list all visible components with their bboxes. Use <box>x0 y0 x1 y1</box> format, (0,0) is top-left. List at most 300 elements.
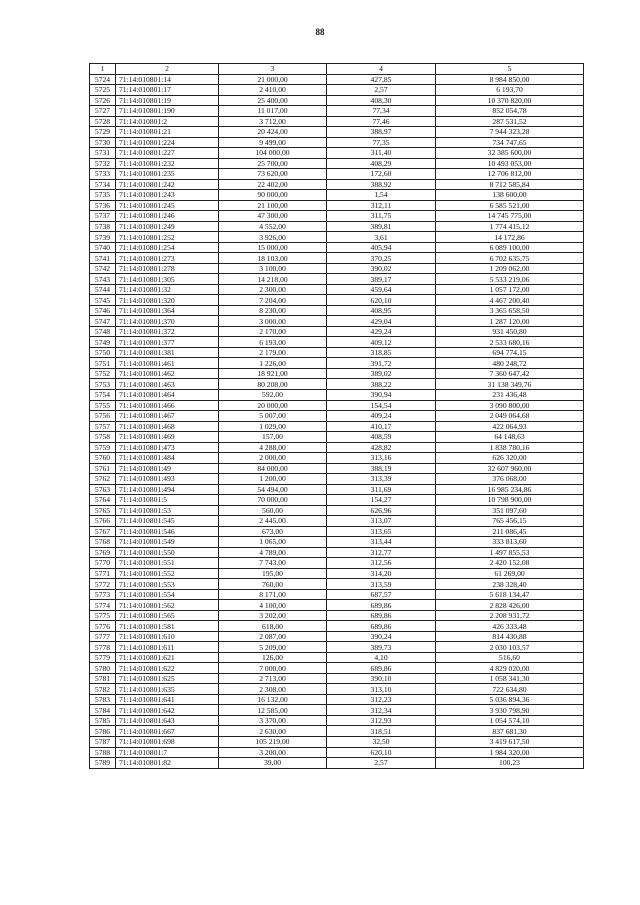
cadastral-number-cell: 71:14:010801:190 <box>116 106 219 117</box>
rate-cell: 312,93 <box>327 715 436 726</box>
table-row <box>90 274 584 285</box>
table-row <box>90 652 584 663</box>
cadastral-number-cell: 71:14:010801:643 <box>116 715 219 726</box>
row-number-cell: 5776 <box>90 621 116 632</box>
cadastral-number-cell: 71:14:010801:370 <box>116 316 219 327</box>
row-number-cell: 5787 <box>90 737 116 748</box>
table-row <box>90 442 584 453</box>
rate-cell: 429,04 <box>327 316 436 327</box>
row-number-cell: 5764 <box>90 495 116 506</box>
table-row <box>90 85 584 96</box>
cadastral-number-cell: 71:14:010801:320 <box>116 295 219 306</box>
table-row <box>90 526 584 537</box>
area-cell: 1 065,00 <box>219 537 327 548</box>
rate-cell: 388,97 <box>327 127 436 138</box>
table-row <box>90 537 584 548</box>
value-cell: 4 467 200,40 <box>436 295 584 306</box>
table-row <box>90 747 584 758</box>
table-row <box>90 221 584 232</box>
row-number-cell: 5744 <box>90 284 116 295</box>
rate-cell: 689,86 <box>327 621 436 632</box>
value-cell: 5 618 134,47 <box>436 589 584 600</box>
area-cell: 21 000,00 <box>219 74 327 85</box>
area-cell: 90 000,00 <box>219 190 327 201</box>
rate-cell: 2,57 <box>327 758 436 769</box>
value-cell: 10 493 053,00 <box>436 158 584 169</box>
value-cell: 32 385 600,00 <box>436 148 584 159</box>
rate-cell: 428,82 <box>327 442 436 453</box>
cadastral-number-cell: 71:14:010801:466 <box>116 400 219 411</box>
area-cell: 2 170,00 <box>219 326 327 337</box>
row-number-cell: 5788 <box>90 747 116 758</box>
cadastral-number-cell: 71:14:010801:625 <box>116 673 219 684</box>
table-row <box>90 158 584 169</box>
cadastral-number-cell: 71:14:010801:546 <box>116 526 219 537</box>
table-row <box>90 211 584 222</box>
cadastral-number-cell: 71:14:010801:246 <box>116 211 219 222</box>
row-number-cell: 5767 <box>90 526 116 537</box>
row-number-cell: 5727 <box>90 106 116 117</box>
area-cell: 15 000,00 <box>219 242 327 253</box>
area-cell: 2 630,00 <box>219 726 327 737</box>
row-number-cell: 5781 <box>90 673 116 684</box>
rate-cell: 388,19 <box>327 463 436 474</box>
area-cell: 22 402,00 <box>219 179 327 190</box>
table-row <box>90 411 584 422</box>
rate-cell: 318,51 <box>327 726 436 737</box>
area-cell: 157,00 <box>219 432 327 443</box>
row-number-cell: 5766 <box>90 516 116 527</box>
table-row <box>90 358 584 369</box>
rate-cell: 312,34 <box>327 705 436 716</box>
area-cell: 7 204,00 <box>219 295 327 306</box>
cadastral-number-cell: 71:14:010801:278 <box>116 263 219 274</box>
row-number-cell: 5759 <box>90 442 116 453</box>
table-row <box>90 421 584 432</box>
rate-cell: 429,24 <box>327 326 436 337</box>
value-cell: 765 456,15 <box>436 516 584 527</box>
cadastral-number-cell: 71:14:010801:462 <box>116 368 219 379</box>
area-cell: 84 000,00 <box>219 463 327 474</box>
row-number-cell: 5784 <box>90 705 116 716</box>
area-cell: 1 029,00 <box>219 421 327 432</box>
table-row <box>90 305 584 316</box>
table-row <box>90 389 584 400</box>
row-number-cell: 5734 <box>90 179 116 190</box>
table-row <box>90 705 584 716</box>
row-number-cell: 5780 <box>90 663 116 674</box>
area-cell: 5 007,00 <box>219 411 327 422</box>
area-cell: 18 103,00 <box>219 253 327 264</box>
value-cell: 138 600,00 <box>436 190 584 201</box>
cadastral-number-cell: 71:14:010801:698 <box>116 737 219 748</box>
column-header-3: 3 <box>219 64 327 75</box>
value-cell: 1 054 574,10 <box>436 715 584 726</box>
area-cell: 126,00 <box>219 652 327 663</box>
row-number-cell: 5745 <box>90 295 116 306</box>
cadastral-number-cell: 71:14:010801:273 <box>116 253 219 264</box>
value-cell: 626 320,00 <box>436 453 584 464</box>
value-cell: 5 533 219,06 <box>436 274 584 285</box>
row-number-cell: 5772 <box>90 579 116 590</box>
row-number-cell: 5732 <box>90 158 116 169</box>
rate-cell: 390,10 <box>327 673 436 684</box>
row-number-cell: 5746 <box>90 305 116 316</box>
row-number-cell: 5747 <box>90 316 116 327</box>
cadastral-number-cell: 71:14:010801:562 <box>116 600 219 611</box>
row-number-cell: 5749 <box>90 337 116 348</box>
value-cell: 2 828 426,00 <box>436 600 584 611</box>
table-row <box>90 95 584 106</box>
cadastral-number-cell: 71:14:010801:49 <box>116 463 219 474</box>
row-number-cell: 5769 <box>90 547 116 558</box>
table-row <box>90 474 584 485</box>
rate-cell: 427,85 <box>327 74 436 85</box>
area-cell: 3 200,00 <box>219 747 327 758</box>
value-cell: 2 030 103,57 <box>436 642 584 653</box>
table-row <box>90 715 584 726</box>
rate-cell: 313,16 <box>327 453 436 464</box>
value-cell: 2 049 064,68 <box>436 411 584 422</box>
area-cell: 2 179,00 <box>219 347 327 358</box>
cadastral-number-cell: 71:14:010801:554 <box>116 589 219 600</box>
rate-cell: 389,17 <box>327 274 436 285</box>
value-cell: 516,60 <box>436 652 584 663</box>
value-cell: 1 984 320,00 <box>436 747 584 758</box>
value-cell: 6 702 635,75 <box>436 253 584 264</box>
cadastral-number-cell: 71:14:010801:621 <box>116 652 219 663</box>
cadastral-number-cell: 71:14:010801:493 <box>116 474 219 485</box>
table-row <box>90 326 584 337</box>
table-row <box>90 484 584 495</box>
value-cell: 5 036 894,36 <box>436 694 584 705</box>
column-header-2: 2 <box>116 64 219 75</box>
rate-cell: 408,30 <box>327 95 436 106</box>
value-cell: 238 328,40 <box>436 579 584 590</box>
rate-cell: 409,12 <box>327 337 436 348</box>
area-cell: 673,00 <box>219 526 327 537</box>
value-cell: 16 985 234,86 <box>436 484 584 495</box>
row-number-cell: 5765 <box>90 505 116 516</box>
area-cell: 54 494,00 <box>219 484 327 495</box>
rate-cell: 459,64 <box>327 284 436 295</box>
cadastral-number-cell: 71:14:010801:635 <box>116 684 219 695</box>
rate-cell: 313,59 <box>327 579 436 590</box>
area-cell: 39,00 <box>219 758 327 769</box>
rate-cell: 313,10 <box>327 684 436 695</box>
data-table <box>89 63 584 769</box>
row-number-cell: 5760 <box>90 453 116 464</box>
area-cell: 25 700,00 <box>219 158 327 169</box>
value-cell: 10 798 900,00 <box>436 495 584 506</box>
value-cell: 1 774 415,12 <box>436 221 584 232</box>
table-row <box>90 368 584 379</box>
value-cell: 852 054,78 <box>436 106 584 117</box>
row-number-cell: 5751 <box>90 358 116 369</box>
column-header-1: 1 <box>90 64 116 75</box>
row-number-cell: 5752 <box>90 368 116 379</box>
row-number-cell: 5756 <box>90 411 116 422</box>
table-row <box>90 179 584 190</box>
area-cell: 195,00 <box>219 568 327 579</box>
row-number-cell: 5782 <box>90 684 116 695</box>
rate-cell: 388,22 <box>327 379 436 390</box>
rate-cell: 313,39 <box>327 474 436 485</box>
table-row <box>90 200 584 211</box>
value-cell: 333 813,60 <box>436 537 584 548</box>
value-cell: 694 774,15 <box>436 347 584 358</box>
value-cell: 1 058 341,30 <box>436 673 584 684</box>
table-row <box>90 400 584 411</box>
area-cell: 2 087,00 <box>219 631 327 642</box>
rate-cell: 389,02 <box>327 368 436 379</box>
rate-cell: 311,69 <box>327 484 436 495</box>
rate-cell: 410,17 <box>327 421 436 432</box>
rate-cell: 312,23 <box>327 694 436 705</box>
area-cell: 21 100,00 <box>219 200 327 211</box>
table-row <box>90 284 584 295</box>
table-row <box>90 568 584 579</box>
row-number-cell: 5762 <box>90 474 116 485</box>
rate-cell: 77,46 <box>327 116 436 127</box>
cadastral-number-cell: 71:14:010801:32 <box>116 284 219 295</box>
row-number-cell: 5763 <box>90 484 116 495</box>
row-number-cell: 5733 <box>90 169 116 180</box>
cadastral-number-cell: 71:14:010801:232 <box>116 158 219 169</box>
table-row <box>90 379 584 390</box>
cadastral-number-cell: 71:14:010801:242 <box>116 179 219 190</box>
area-cell: 70 000,00 <box>219 495 327 506</box>
row-number-cell: 5773 <box>90 589 116 600</box>
rate-cell: 405,94 <box>327 242 436 253</box>
area-cell: 12 585,00 <box>219 705 327 716</box>
cadastral-number-cell: 71:14:010801:610 <box>116 631 219 642</box>
cadastral-number-cell: 71:14:010801:545 <box>116 516 219 527</box>
cadastral-number-cell: 71:14:010801:551 <box>116 558 219 569</box>
rate-cell: 4,10 <box>327 652 436 663</box>
table-row <box>90 737 584 748</box>
row-number-cell: 5725 <box>90 85 116 96</box>
row-number-cell: 5768 <box>90 537 116 548</box>
table-row <box>90 263 584 274</box>
value-cell: 722 634,80 <box>436 684 584 695</box>
area-cell: 7 743,00 <box>219 558 327 569</box>
table-row <box>90 631 584 642</box>
cadastral-number-cell: 71:14:010801:377 <box>116 337 219 348</box>
row-number-cell: 5775 <box>90 610 116 621</box>
area-cell: 6 193,00 <box>219 337 327 348</box>
table-row <box>90 663 584 674</box>
area-cell: 3 370,00 <box>219 715 327 726</box>
rate-cell: 620,10 <box>327 295 436 306</box>
table-row <box>90 106 584 117</box>
table-header-row <box>90 64 584 75</box>
table-row <box>90 758 584 769</box>
page-number: 88 <box>315 27 325 37</box>
area-cell: 760,00 <box>219 579 327 590</box>
value-cell: 100,23 <box>436 758 584 769</box>
area-cell: 618,00 <box>219 621 327 632</box>
table-row <box>90 148 584 159</box>
area-cell: 4 552,00 <box>219 221 327 232</box>
area-cell: 4 100,00 <box>219 600 327 611</box>
cadastral-number-cell: 71:14:010801:254 <box>116 242 219 253</box>
value-cell: 8 984 850,00 <box>436 74 584 85</box>
cadastral-number-cell: 71:14:010801:565 <box>116 610 219 621</box>
row-number-cell: 5737 <box>90 211 116 222</box>
cadastral-number-cell: 71:14:010801:7 <box>116 747 219 758</box>
table-row <box>90 684 584 695</box>
area-cell: 20 424,00 <box>219 127 327 138</box>
table-row <box>90 337 584 348</box>
row-number-cell: 5729 <box>90 127 116 138</box>
value-cell: 12 706 812,00 <box>436 169 584 180</box>
column-header-5: 5 <box>436 64 584 75</box>
value-cell: 6 193,70 <box>436 85 584 96</box>
table-row <box>90 726 584 737</box>
table-row <box>90 190 584 201</box>
cadastral-number-cell: 71:14:010801:469 <box>116 432 219 443</box>
row-number-cell: 5753 <box>90 379 116 390</box>
rate-cell: 370,25 <box>327 253 436 264</box>
table-row <box>90 137 584 148</box>
row-number-cell: 5731 <box>90 148 116 159</box>
area-cell: 1 200,00 <box>219 474 327 485</box>
row-number-cell: 5754 <box>90 389 116 400</box>
row-number-cell: 5726 <box>90 95 116 106</box>
area-cell: 2 000,00 <box>219 453 327 464</box>
rate-cell: 313,44 <box>327 537 436 548</box>
rate-cell: 687,57 <box>327 589 436 600</box>
table-body <box>90 74 584 768</box>
area-cell: 7 000,00 <box>219 663 327 674</box>
table-row <box>90 558 584 569</box>
rate-cell: 391,72 <box>327 358 436 369</box>
row-number-cell: 5770 <box>90 558 116 569</box>
row-number-cell: 5739 <box>90 232 116 243</box>
cadastral-number-cell: 71:14:010801:82 <box>116 758 219 769</box>
value-cell: 14 172,86 <box>436 232 584 243</box>
value-cell: 211 086,45 <box>436 526 584 537</box>
value-cell: 3 090 800,00 <box>436 400 584 411</box>
rate-cell: 689,86 <box>327 663 436 674</box>
value-cell: 6 585 521,00 <box>436 200 584 211</box>
cadastral-number-cell: 71:14:010801:305 <box>116 274 219 285</box>
table-row <box>90 316 584 327</box>
rate-cell: 318,85 <box>327 347 436 358</box>
area-cell: 4 288,00 <box>219 442 327 453</box>
rate-cell: 390,02 <box>327 263 436 274</box>
table-row <box>90 495 584 506</box>
row-number-cell: 5730 <box>90 137 116 148</box>
value-cell: 2 420 152,08 <box>436 558 584 569</box>
area-cell: 2 410,00 <box>219 85 327 96</box>
value-cell: 61 269,00 <box>436 568 584 579</box>
table-row <box>90 579 584 590</box>
value-cell: 814 430,88 <box>436 631 584 642</box>
area-cell: 1 226,00 <box>219 358 327 369</box>
area-cell: 5 209,00 <box>219 642 327 653</box>
rate-cell: 3,61 <box>327 232 436 243</box>
cadastral-number-cell: 71:14:010801:463 <box>116 379 219 390</box>
column-header-4: 4 <box>327 64 436 75</box>
area-cell: 104 000,00 <box>219 148 327 159</box>
rate-cell: 390,94 <box>327 389 436 400</box>
row-number-cell: 5728 <box>90 116 116 127</box>
value-cell: 376 068,00 <box>436 474 584 485</box>
area-cell: 2 300,00 <box>219 284 327 295</box>
rate-cell: 620,10 <box>327 747 436 758</box>
cadastral-number-cell: 71:14:010801:611 <box>116 642 219 653</box>
row-number-cell: 5742 <box>90 263 116 274</box>
cadastral-number-cell: 71:14:010801:21 <box>116 127 219 138</box>
value-cell: 2 533 680,16 <box>436 337 584 348</box>
cadastral-number-cell: 71:14:010801:622 <box>116 663 219 674</box>
rate-cell: 389,81 <box>327 221 436 232</box>
value-cell: 3 365 658,50 <box>436 305 584 316</box>
cadastral-number-cell: 71:14:010801:14 <box>116 74 219 85</box>
cadastral-number-cell: 71:14:010801:553 <box>116 579 219 590</box>
value-cell: 1 287 120,00 <box>436 316 584 327</box>
rate-cell: 77,35 <box>327 137 436 148</box>
cadastral-number-cell: 71:14:010801:667 <box>116 726 219 737</box>
table-row <box>90 600 584 611</box>
rate-cell: 32,50 <box>327 737 436 748</box>
area-cell: 2 308,00 <box>219 684 327 695</box>
area-cell: 2 713,00 <box>219 673 327 684</box>
table-row <box>90 347 584 358</box>
cadastral-number-cell: 71:14:010801:468 <box>116 421 219 432</box>
table-row <box>90 116 584 127</box>
rate-cell: 312,11 <box>327 200 436 211</box>
rate-cell: 311,40 <box>327 148 436 159</box>
cadastral-number-cell: 71:14:010801:464 <box>116 389 219 400</box>
area-cell: 4 789,00 <box>219 547 327 558</box>
cadastral-number-cell: 71:14:010801:53 <box>116 505 219 516</box>
value-cell: 1 497 855,53 <box>436 547 584 558</box>
table-row <box>90 463 584 474</box>
table-row <box>90 127 584 138</box>
table-row <box>90 547 584 558</box>
value-cell: 64 148,63 <box>436 432 584 443</box>
area-cell: 592,00 <box>219 389 327 400</box>
cadastral-number-cell: 71:14:010801:484 <box>116 453 219 464</box>
cadastral-number-cell: 71:14:010801:642 <box>116 705 219 716</box>
cadastral-number-cell: 71:14:010801:245 <box>116 200 219 211</box>
rate-cell: 312,56 <box>327 558 436 569</box>
row-number-cell: 5786 <box>90 726 116 737</box>
rate-cell: 626,96 <box>327 505 436 516</box>
cadastral-number-cell: 71:14:010801:552 <box>116 568 219 579</box>
area-cell: 3 926,00 <box>219 232 327 243</box>
table-row <box>90 253 584 264</box>
table-row <box>90 169 584 180</box>
cadastral-number-cell: 71:14:010801:473 <box>116 442 219 453</box>
table-row <box>90 505 584 516</box>
table-row <box>90 642 584 653</box>
value-cell: 32 607 960,00 <box>436 463 584 474</box>
value-cell: 231 436,48 <box>436 389 584 400</box>
rate-cell: 154,27 <box>327 495 436 506</box>
area-cell: 80 208,00 <box>219 379 327 390</box>
area-cell: 20 000,00 <box>219 400 327 411</box>
cadastral-number-cell: 71:14:010801:17 <box>116 85 219 96</box>
row-number-cell: 5743 <box>90 274 116 285</box>
cadastral-number-cell: 71:14:010801:550 <box>116 547 219 558</box>
row-number-cell: 5789 <box>90 758 116 769</box>
rate-cell: 409,24 <box>327 411 436 422</box>
value-cell: 2 208 931,72 <box>436 610 584 621</box>
